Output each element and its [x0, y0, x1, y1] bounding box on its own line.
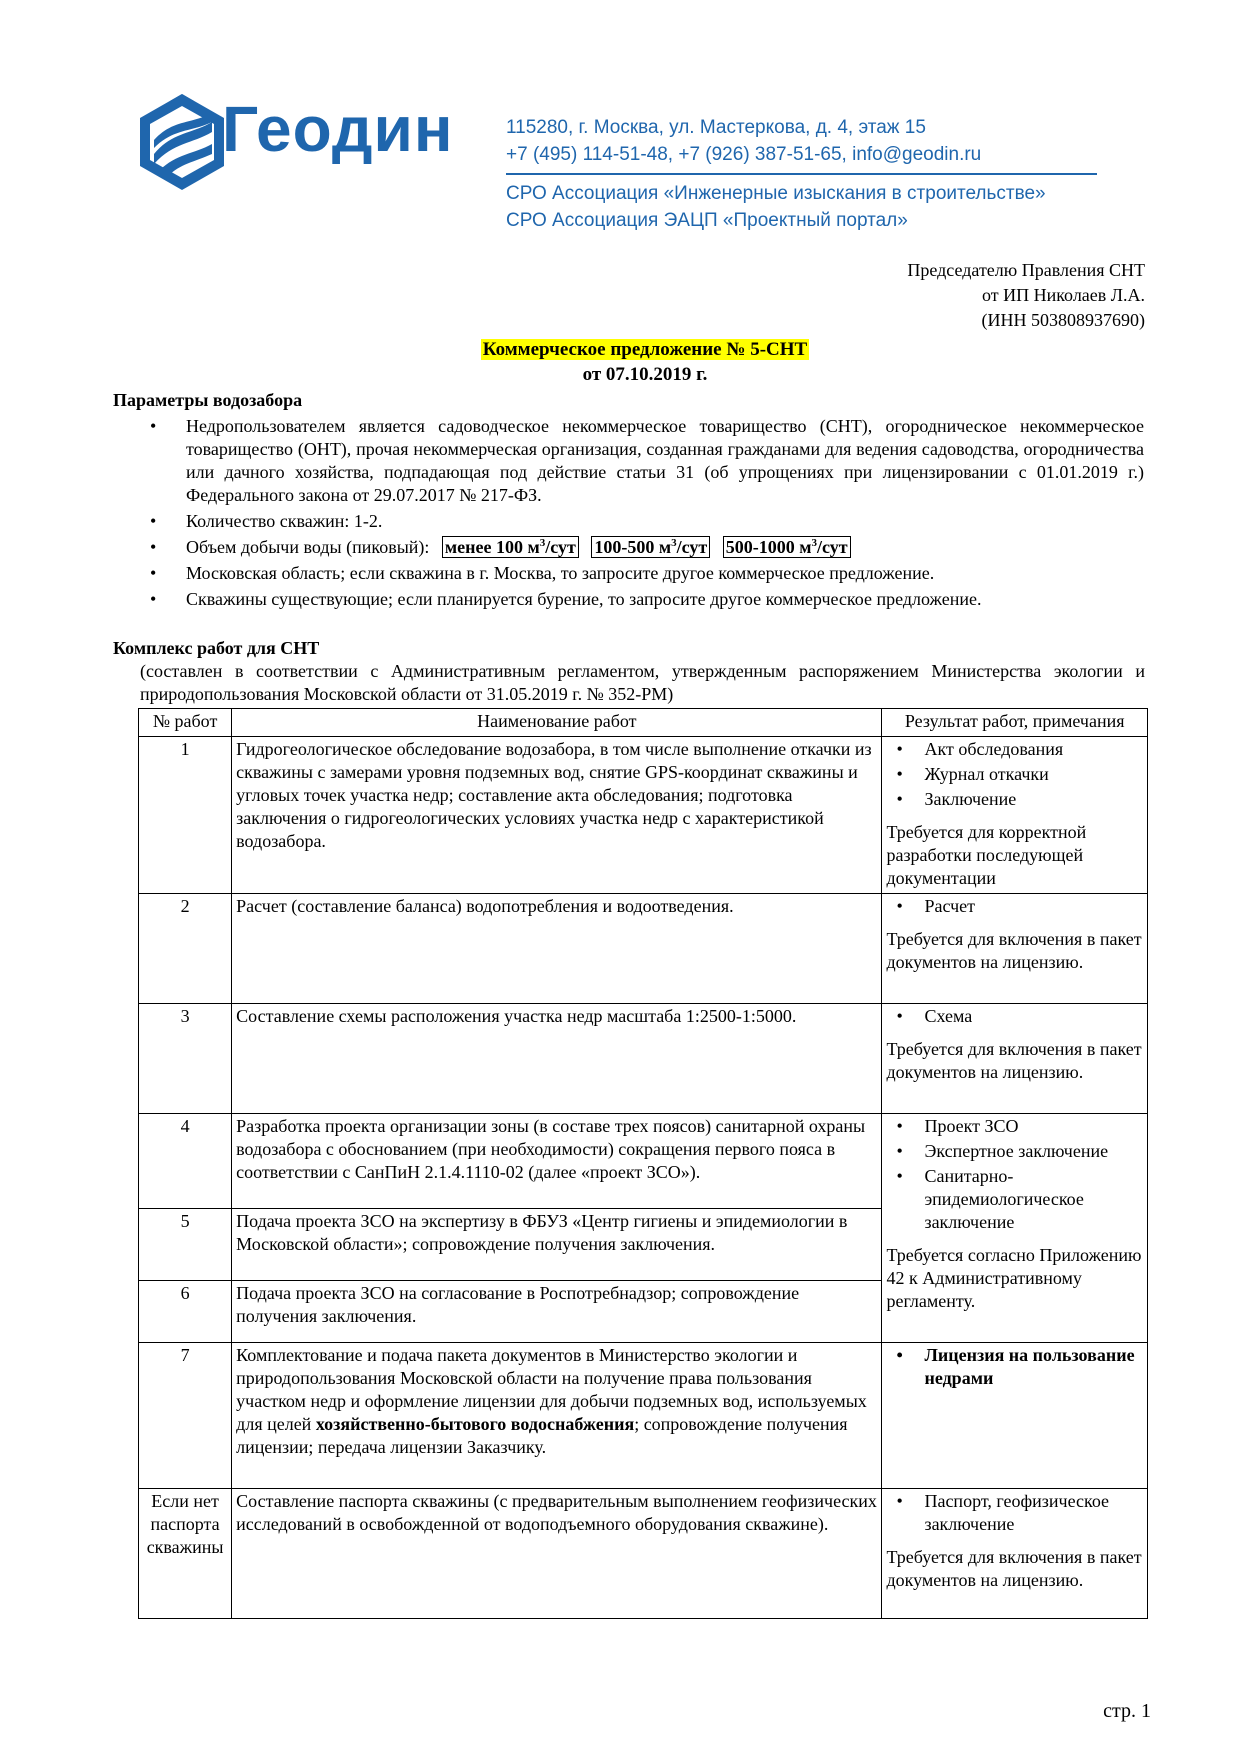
row-name: Гидрогеологическое обследование водозабора, в том числе выполнение откачки из скважины с замерами уровня подземных вод, снятие GPS-координат скважины и угловых точек участка недр; составление акта обследования; подготовка заключения о гидрогеологических условиях участка недр с характеристикой водозабора. — [232, 737, 882, 894]
row-num: 6 — [139, 1281, 232, 1343]
params-list — [140, 415, 1144, 614]
table-row — [139, 894, 1148, 1004]
result-item: • Заключение — [886, 788, 1143, 811]
result-remark: Требуется для корректной разработки последующей документации — [886, 822, 1087, 888]
param-item-well-count: • Количество скважин: 1-2. — [140, 510, 1144, 533]
result-remark: Требуется для включения в пакет документов на лицензию. — [886, 929, 1142, 972]
company-contacts — [506, 114, 981, 168]
result-item: • Журнал откачки — [886, 763, 1143, 786]
param-item-region: • Московская область; если скважина в г. Москва, то запросите другое коммерческое предложение. — [140, 562, 1144, 585]
result-item: • Паспорт, геофизическое заключение — [886, 1490, 1143, 1536]
row-results-shared — [882, 1114, 1148, 1343]
result-item: • Экспертное заключение — [886, 1140, 1143, 1163]
addressee-line-2: от ИП Николаев Л.А. — [981, 285, 1145, 305]
row-name-bold: хозяйственно-бытового водоснабжения — [315, 1414, 635, 1434]
result-item: • Схема — [886, 1005, 1143, 1028]
header-num: № работ — [139, 709, 232, 737]
volume-label: Объем добычи воды (пиковый): — [186, 537, 430, 557]
result-item: • Расчет — [886, 895, 1143, 918]
row-results — [882, 1343, 1148, 1489]
row-name: Подача проекта ЗСО на согласование в Роспотребнадзор; сопровождение получения заключения. — [232, 1281, 882, 1343]
param-item-existing-wells: • Скважины существующие; если планируется бурение, то запросите другое коммерческое предложение. — [140, 588, 1144, 611]
page-number: стр. 1 — [1103, 1700, 1151, 1722]
title-main: Коммерческое предложение № 5-СНТ — [482, 339, 808, 360]
result-item: • Акт обследования — [886, 738, 1143, 761]
header-name: Наименование работ — [232, 709, 882, 737]
volume-option-1: менее 100 $м^3$/сут — [442, 536, 579, 558]
company-phones: +7 (495) 114-51-48, +7 (926) 387-51-65, info@geodin.ru — [506, 144, 982, 165]
row-num: 7 — [139, 1343, 232, 1489]
geodin-logo-icon — [132, 92, 232, 192]
row-name: Расчет (составление баланса) водопотребления и водоотведения. — [232, 894, 882, 1004]
table-row — [139, 1114, 1148, 1209]
brand-name: Геодин — [222, 93, 454, 165]
params-heading: Параметры водозабора — [113, 390, 303, 410]
result-remark: Требуется для включения в пакет документов на лицензию. — [886, 1039, 1142, 1082]
sro-line-1: СРО Ассоциация «Инженерные изыскания в строительстве» — [506, 183, 1046, 204]
table-row — [139, 1004, 1148, 1114]
table-header-row — [139, 709, 1148, 737]
param-item-volume — [140, 536, 1144, 559]
title-date: от 07.10.2019 г. — [582, 364, 708, 385]
row-results — [882, 1004, 1148, 1114]
table-row — [139, 737, 1148, 894]
volume-option-3: 500-1000 $м^3$/сут — [723, 536, 851, 558]
row-results — [882, 737, 1148, 894]
row-results — [882, 894, 1148, 1004]
param-item-subsoil-user: • Недропользователем является садоводческое некоммерческое товарищество (СНТ), огородническое некоммерческое товарищество (ОНТ), прочая некоммерческая организация, созданная гражданами для ведения садоводства, огородничества или дачного хозяйства, подпадающая под действие статьи 31 (об упрощениях при лицензировании с 01.01.2019 г.) Федерального закона от 29.07.2017 № 217-ФЗ. — [140, 415, 1144, 507]
result-item: • Лицензия на пользование недрами — [886, 1344, 1143, 1390]
row-name: Составление схемы расположения участка недр масштаба 1:2500-1:5000. — [232, 1004, 882, 1114]
row-num: 3 — [139, 1004, 232, 1114]
sro-memberships — [506, 180, 1046, 234]
complex-heading: Комплекс работ для СНТ — [113, 638, 320, 658]
header-divider — [506, 173, 1097, 175]
row-name: Составление паспорта скважины (с предварительным выполнением геофизических исследований в освобожденной от водоподъемного оборудования скважине). — [232, 1489, 882, 1619]
table-row — [139, 1489, 1148, 1619]
company-address: 115280, г. Москва, ул. Мастеркова, д. 4, этаж 15 — [506, 117, 926, 138]
row-num: Если нет паспорта скважины — [139, 1489, 232, 1619]
document-title — [0, 337, 1241, 387]
row-results — [882, 1489, 1148, 1619]
row-name: Разработка проекта организации зоны (в составе трех поясов) санитарной охраны водозабора с обоснованием (при необходимости) сокращения первого пояса в соответствии с СанПиН 2.1.4.1110-02 (далее «проект ЗСО»). — [232, 1114, 882, 1209]
row-name: Комплектование и подача пакета документов в Министерство экологии и природопользования Московской области на получение права пользования участком недр и оформление лицензии для добычи подземных вод, используемых для целей хозяйственно-бытового водоснабжения; сопровождение получения лицензии; передача лицензии Заказчику. — [232, 1343, 882, 1489]
addressee-block — [907, 258, 1145, 333]
addressee-line-1: Председателю Правления СНТ — [907, 260, 1145, 280]
header-result: Результат работ, примечания — [882, 709, 1148, 737]
table-row — [139, 1343, 1148, 1489]
works-table — [138, 708, 1148, 1619]
result-item: • Санитарно-эпидемиологическое заключение — [886, 1165, 1143, 1234]
result-remark: Требуется согласно Приложению 42 к Административному регламенту. — [886, 1245, 1142, 1311]
row-num: 4 — [139, 1114, 232, 1209]
complex-note: (составлен в соответствии с Административным регламентом, утвержденным распоряжением Министерства экологии и природопользования Московской области от 31.05.2019 г. № 352-РМ) — [140, 661, 1145, 704]
row-name: Подача проекта ЗСО на экспертизу в ФБУЗ «Центр гигиены и эпидемиологии в Московской области»; сопровождение получения заключения. — [232, 1209, 882, 1281]
row-num: 1 — [139, 737, 232, 894]
result-remark: Требуется для включения в пакет документов на лицензию. — [886, 1547, 1142, 1590]
addressee-line-3: (ИНН 503808937690) — [981, 310, 1145, 330]
row-num: 5 — [139, 1209, 232, 1281]
result-item: • Проект ЗСО — [886, 1115, 1143, 1138]
row-num: 2 — [139, 894, 232, 1004]
sro-line-2: СРО Ассоциация ЭАЦП «Проектный портал» — [506, 210, 908, 231]
volume-option-2: 100-500 $м^3$/сут — [591, 536, 710, 558]
